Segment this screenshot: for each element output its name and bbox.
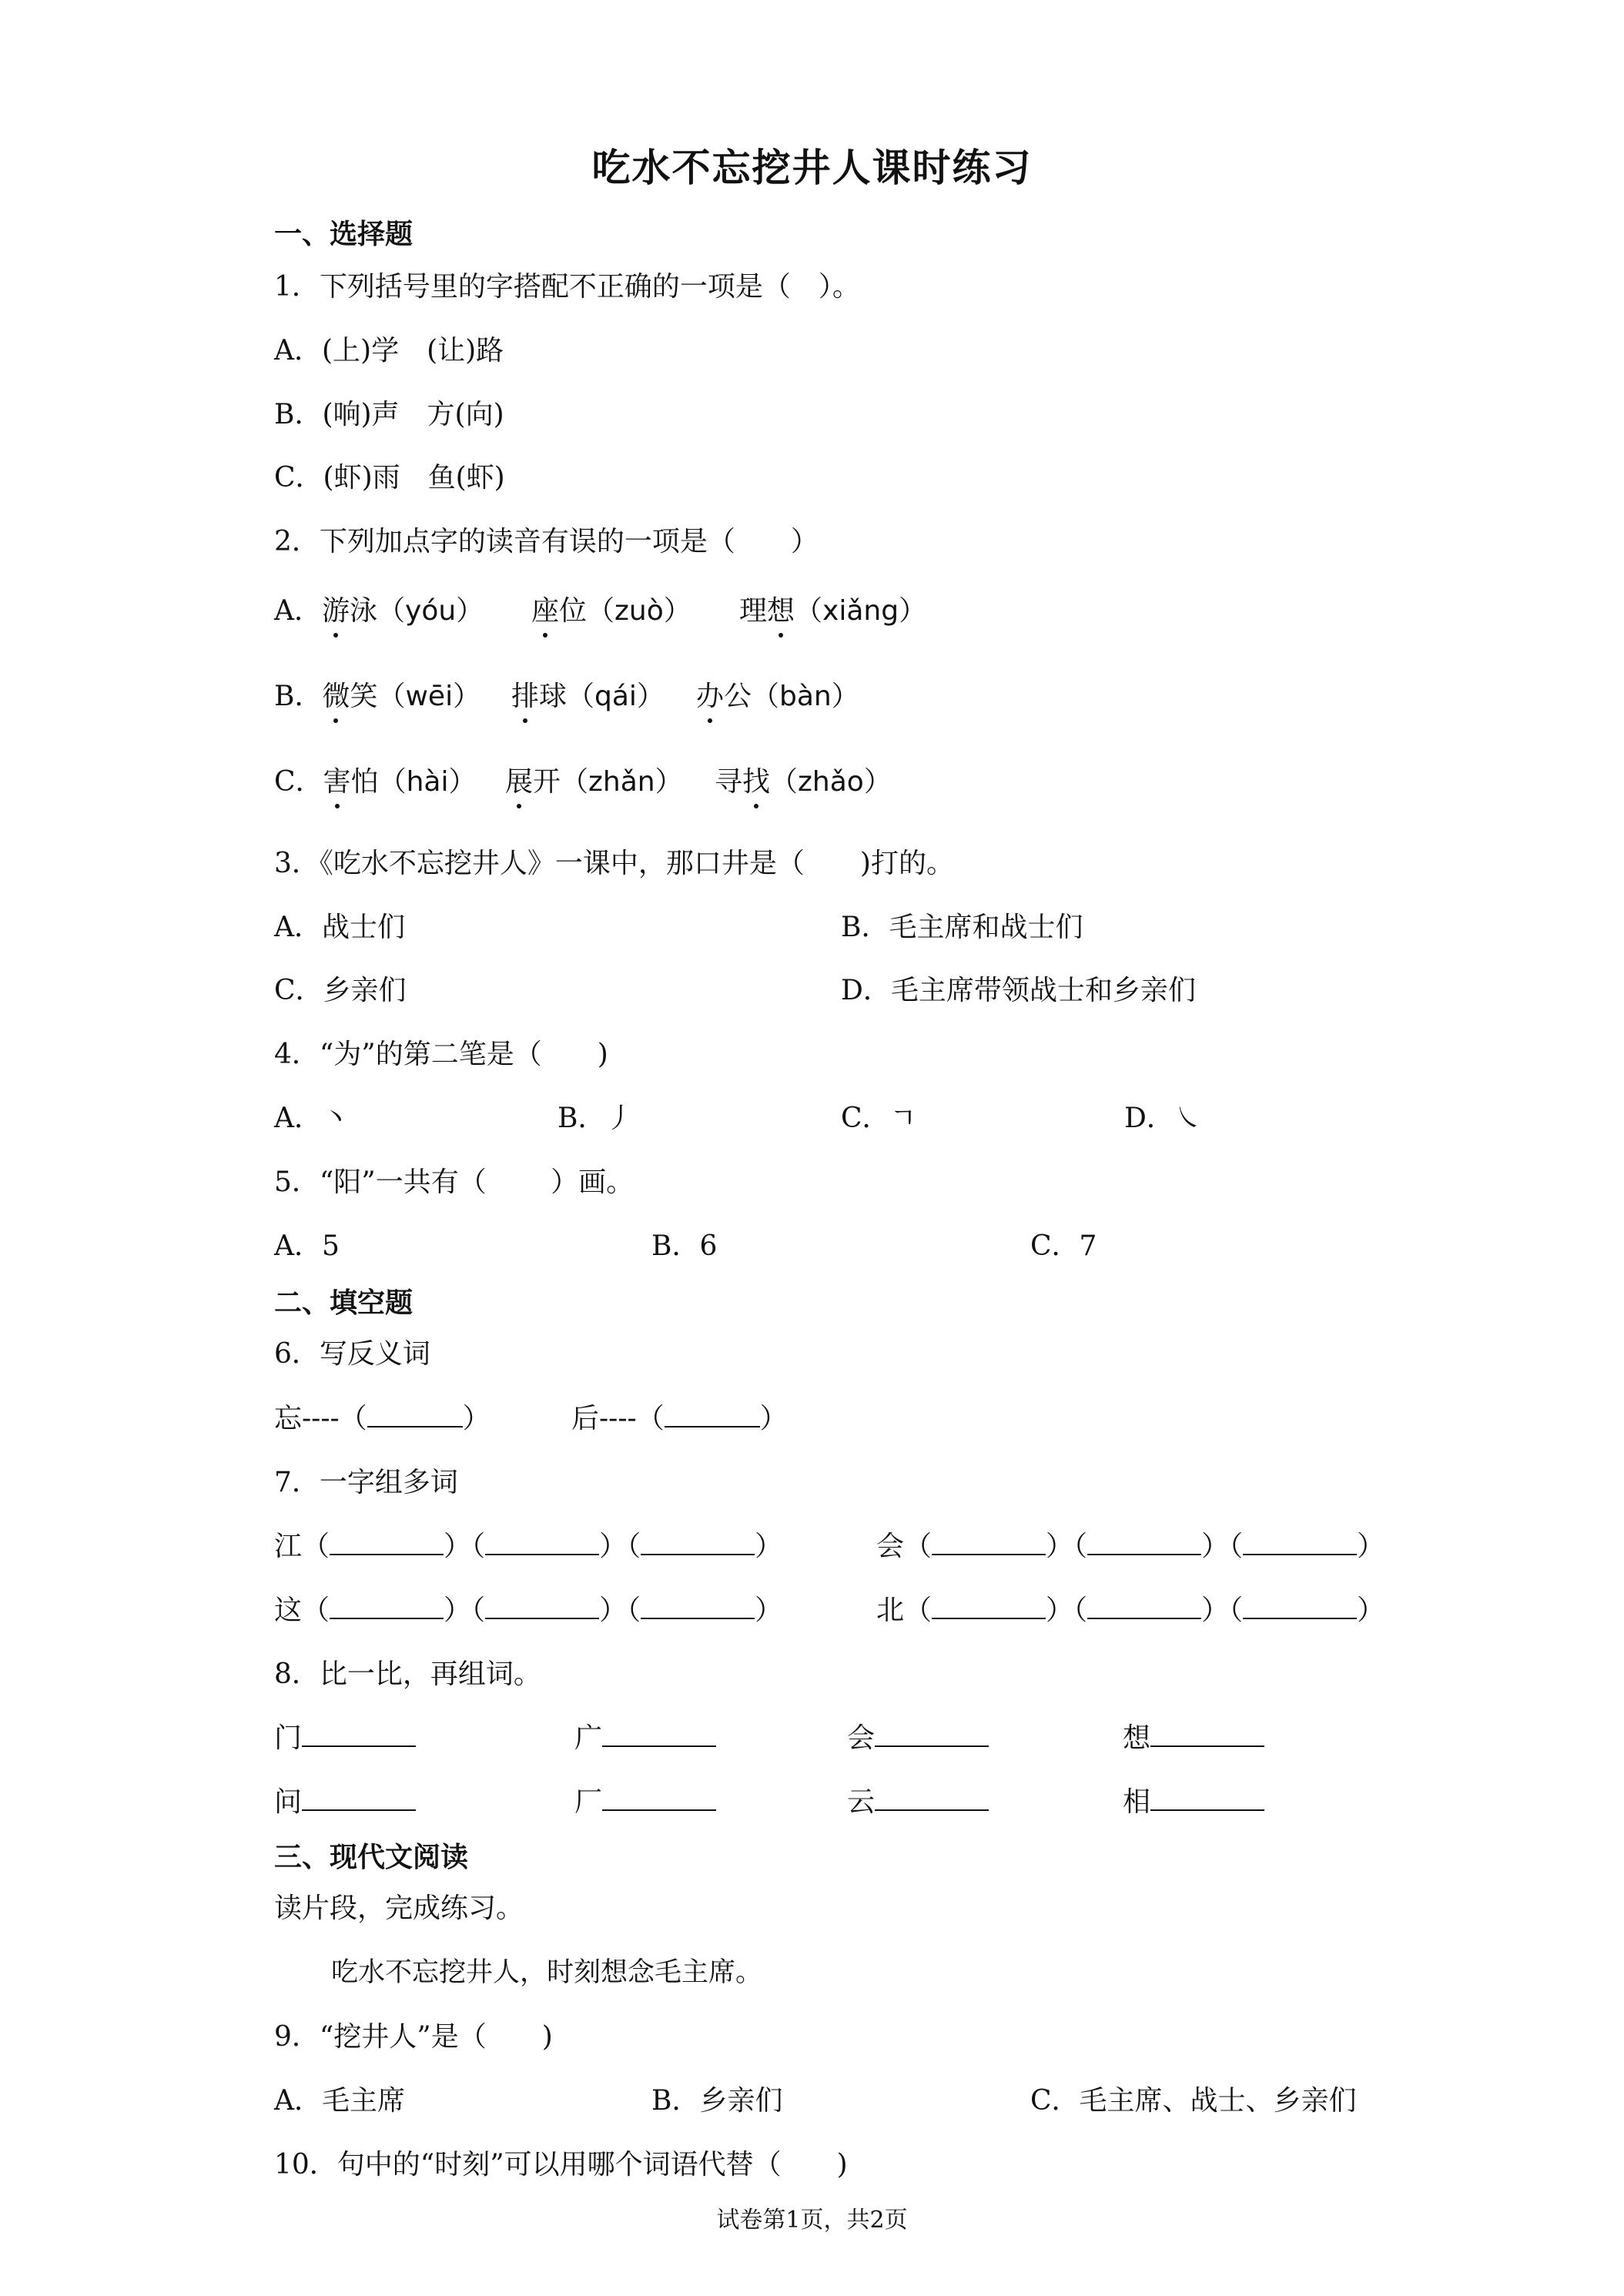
question-2-stem: 2．下列加点字的读音有误的一项是（ ） <box>274 526 819 557</box>
base-char: 想 <box>1123 1722 1151 1754</box>
q8-item <box>574 1716 716 1755</box>
question-2-option-b-word-2 <box>511 674 665 714</box>
question-7-stem: 7．一字组多词 <box>274 1467 458 1498</box>
q8-item <box>1123 1716 1264 1755</box>
close-paren: ） <box>599 1595 628 1626</box>
question-9-option-b: B．乡亲们 <box>651 2085 783 2117</box>
section-heading-fill: 二、填空题 <box>274 1287 414 1319</box>
base-char: 相 <box>1123 1786 1151 1818</box>
dotted-char: 座 <box>531 589 559 628</box>
q8-item <box>574 1780 716 1819</box>
question-10-stem: 10．句中的“时刻”可以用哪个词语代替（ ) <box>274 2149 848 2181</box>
question-4-stem: 4．“为”的第二笔是（ ) <box>274 1039 608 1070</box>
question-7-row-hui <box>876 1525 1385 1564</box>
q8-item <box>1123 1780 1264 1819</box>
answer-blank[interactable] <box>367 1403 463 1427</box>
question-4-option-b: B．丿 <box>558 1103 634 1134</box>
answer-blank[interactable] <box>665 1403 760 1427</box>
question-9-stem: 9．“挖井人”是（ ) <box>274 2021 553 2053</box>
dotted-char: 展 <box>505 760 533 799</box>
answer-blank[interactable] <box>1150 1722 1264 1747</box>
dotted-char: 游 <box>322 589 350 628</box>
base-char: 云 <box>847 1786 876 1818</box>
answer-blank[interactable] <box>875 1786 989 1811</box>
q8-item <box>274 1716 416 1755</box>
question-1-option-a: A．(上)学 (让)路 <box>274 335 504 366</box>
open-paren: （ <box>471 1531 486 1562</box>
close-paren: ） <box>444 1531 472 1562</box>
question-5-option-b: B．6 <box>651 1230 718 1262</box>
open-paren: （ <box>302 1595 330 1626</box>
question-3-option-b: B．毛主席和战士们 <box>841 912 1083 943</box>
option-label: C． <box>274 766 323 798</box>
dotted-char: 办 <box>696 674 724 714</box>
question-6-stem: 6．写反义词 <box>274 1338 430 1370</box>
answer-blank[interactable] <box>1150 1786 1264 1811</box>
question-3-option-c: C．乡亲们 <box>274 975 407 1006</box>
q8-item <box>847 1716 989 1755</box>
option-label: B． <box>274 681 323 712</box>
open-paren: （ <box>627 1595 641 1626</box>
question-4-option-c: C．ㄱ <box>841 1103 917 1134</box>
question-2-option-c <box>274 760 476 799</box>
base-char: 广 <box>574 1722 603 1754</box>
close-paren: ） <box>1357 1595 1385 1626</box>
answer-blank[interactable] <box>330 1531 444 1555</box>
word-rest: 泳（yóu） <box>350 595 484 627</box>
answer-blank[interactable] <box>302 1722 416 1747</box>
answer-blank[interactable] <box>602 1722 716 1747</box>
word-rest: 笑（wēi） <box>350 681 481 712</box>
question-6-antonym-1 <box>274 1397 491 1436</box>
question-2-option-b <box>274 674 481 714</box>
open-paren: （ <box>1229 1531 1244 1562</box>
question-4-option-a: A．丶 <box>274 1103 350 1134</box>
dotted-char: 排 <box>511 674 539 714</box>
question-7-row-bei <box>876 1588 1385 1628</box>
section-heading-choice: 一、选择题 <box>274 219 414 250</box>
close-paren: ） <box>755 1595 783 1626</box>
base-char: 会 <box>876 1531 905 1562</box>
question-2-option-a <box>274 589 484 628</box>
word-prefix: 寻 <box>715 766 743 798</box>
answer-blank[interactable] <box>485 1595 599 1619</box>
answer-blank[interactable] <box>932 1531 1046 1555</box>
reading-intro: 读片段，完成练习。 <box>274 1893 524 1924</box>
word-rest: 怕（hài） <box>350 766 477 798</box>
base-char: 江 <box>274 1531 303 1562</box>
close-paren: ） <box>755 1531 783 1562</box>
answer-blank[interactable] <box>1087 1595 1201 1619</box>
close-paren: ） <box>462 1403 491 1434</box>
question-3-option-d: D．毛主席带领战士和乡亲们 <box>841 975 1196 1006</box>
question-7-row-jiang <box>274 1525 782 1564</box>
question-2-option-c-word-2 <box>505 760 683 799</box>
word-rest: 球（qái） <box>539 681 665 712</box>
option-label: A． <box>274 595 322 627</box>
close-paren: ） <box>444 1595 472 1626</box>
open-paren: （ <box>627 1531 641 1562</box>
answer-blank[interactable] <box>330 1595 444 1619</box>
question-4-option-d: D．㇏ <box>1124 1103 1202 1134</box>
close-paren: ） <box>599 1531 628 1562</box>
base-char: 这 <box>274 1595 303 1626</box>
page-title: 吃水不忘挖井人课时练习 <box>591 146 1033 190</box>
answer-blank[interactable] <box>485 1531 599 1555</box>
dotted-char: 想 <box>767 589 795 628</box>
question-3-stem: 3．《吃水不忘挖井人》一课中，那口井是（ )打的。 <box>274 848 954 879</box>
close-paren: ） <box>1046 1595 1074 1626</box>
answer-blank[interactable] <box>875 1722 989 1747</box>
question-5-option-a: A．5 <box>274 1230 340 1262</box>
answer-blank[interactable] <box>1243 1531 1357 1555</box>
open-paren: （ <box>904 1531 933 1562</box>
base-char: 问 <box>274 1786 303 1818</box>
question-2-option-a-word-3 <box>739 589 926 628</box>
dotted-char: 害 <box>323 760 351 799</box>
antonym-prompt: 后----（ <box>571 1403 665 1434</box>
question-5-stem: 5．“阳”一共有（ ）画。 <box>274 1166 635 1198</box>
question-2-option-b-word-3 <box>696 674 859 714</box>
question-2-option-c-word-3 <box>715 760 892 799</box>
question-1-option-c: C．(虾)雨 鱼(虾) <box>274 462 505 494</box>
word-rest: 公（bàn） <box>724 681 859 712</box>
base-char: 厂 <box>574 1786 603 1818</box>
question-9-option-a: A．毛主席 <box>274 2085 405 2117</box>
q8-item <box>274 1780 416 1819</box>
close-paren: ） <box>1357 1531 1385 1562</box>
q8-item <box>847 1780 989 1819</box>
open-paren: （ <box>302 1531 330 1562</box>
base-char: 北 <box>876 1595 905 1626</box>
open-paren: （ <box>1073 1595 1088 1626</box>
answer-blank[interactable] <box>641 1595 755 1619</box>
close-paren: ） <box>759 1403 788 1434</box>
dotted-char: 找 <box>742 760 770 799</box>
answer-blank[interactable] <box>932 1595 1046 1619</box>
word-rest: 开（zhǎn） <box>533 766 683 798</box>
open-paren: （ <box>904 1595 933 1626</box>
answer-blank[interactable] <box>1243 1595 1357 1619</box>
word-prefix: 理 <box>739 595 768 627</box>
base-char: 会 <box>847 1722 876 1754</box>
close-paren: ） <box>1201 1531 1230 1562</box>
question-5-option-c: C．7 <box>1030 1230 1097 1262</box>
section-heading-reading: 三、现代文阅读 <box>274 1842 469 1873</box>
question-3-option-a: A．战士们 <box>274 912 405 943</box>
question-2-option-a-word-2 <box>531 589 691 628</box>
question-6-antonym-2 <box>571 1397 788 1436</box>
dotted-char: 微 <box>322 674 350 714</box>
question-1-option-b: B．(响)声 方(向) <box>274 399 504 430</box>
question-8-stem: 8．比一比，再组词。 <box>274 1658 541 1690</box>
word-rest: 位（zuò） <box>559 595 691 627</box>
answer-blank[interactable] <box>1087 1531 1201 1555</box>
question-7-row-zhe <box>274 1588 782 1628</box>
base-char: 门 <box>274 1722 303 1754</box>
word-rest: （xiǎng） <box>795 595 927 627</box>
answer-blank[interactable] <box>302 1786 416 1811</box>
question-9-option-c: C．毛主席、战士、乡亲们 <box>1030 2085 1357 2117</box>
answer-blank[interactable] <box>641 1531 755 1555</box>
word-rest: （zhǎo） <box>770 766 892 798</box>
open-paren: （ <box>1073 1531 1088 1562</box>
reading-passage: 吃水不忘挖井人，时刻想念毛主席。 <box>331 1957 763 1988</box>
close-paren: ） <box>1046 1531 1074 1562</box>
question-1-stem: 1．下列括号里的字搭配不正确的一项是（ ）。 <box>274 271 860 303</box>
open-paren: （ <box>1229 1595 1244 1626</box>
answer-blank[interactable] <box>602 1786 716 1811</box>
open-paren: （ <box>471 1595 486 1626</box>
close-paren: ） <box>1201 1595 1230 1626</box>
antonym-prompt: 忘----（ <box>274 1403 367 1434</box>
page-footer: 试卷第1页，共2页 <box>716 2207 908 2234</box>
